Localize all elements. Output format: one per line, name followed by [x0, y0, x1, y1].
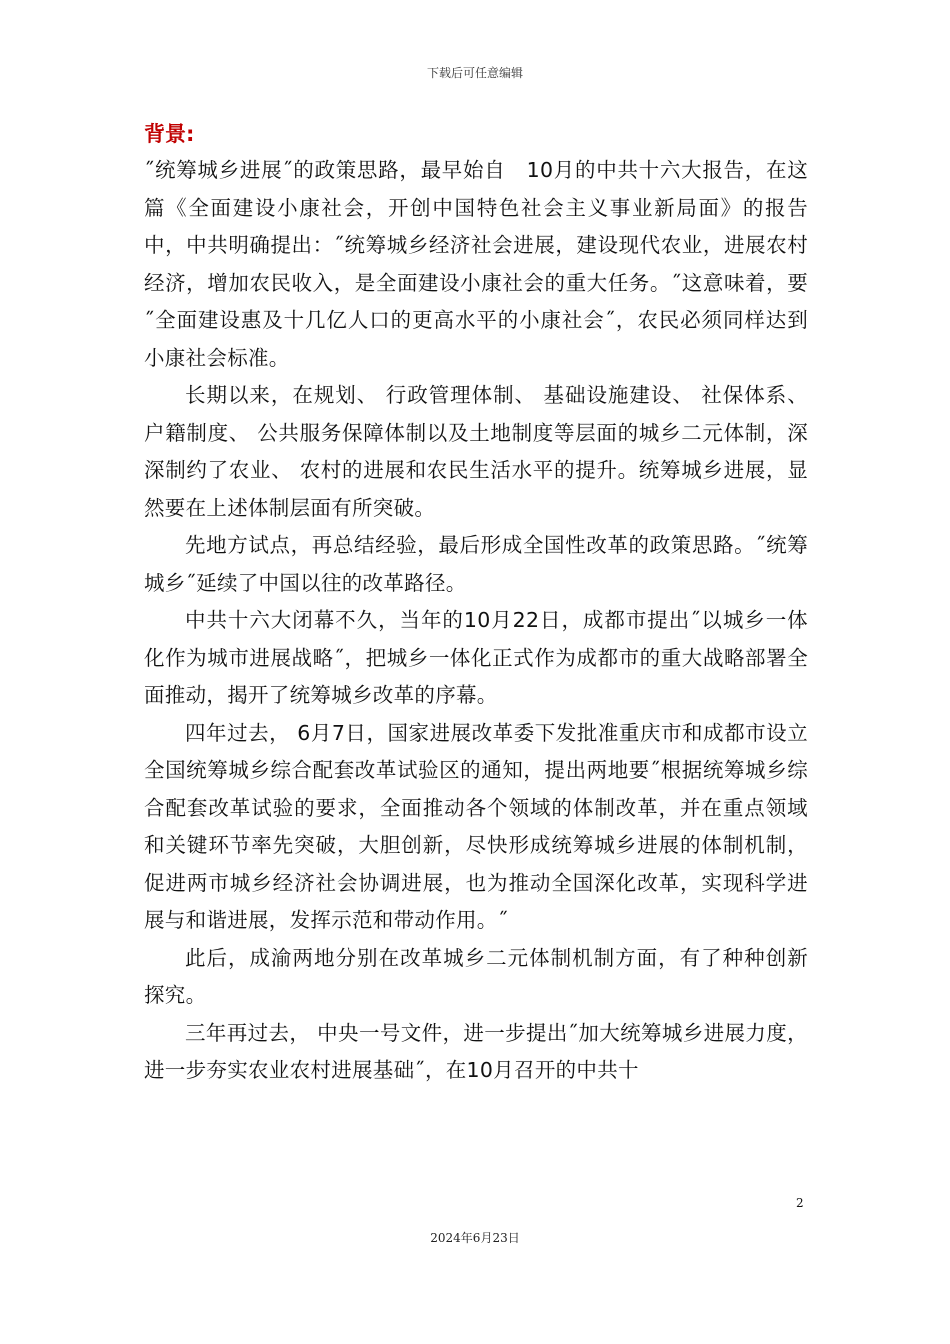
paragraph-5: 四年过去， 6月7日，国家进展改革委下发批准重庆市和成都市设立全国统筹城乡综合配套改革试验区的通知，提出两地要˝根据统筹城乡综合配套改革试验的要求，全面推动各个领域的体制改革，并在重点领域和关键环节率先突破，大胆创新，尽快形成统筹城乡进展的体制机制，促进两市城乡经济社会协调进展，也为推动全国深化改革，实现科学进展与和谐进展，发挥示范和带动作用。˝ [144, 720, 808, 932]
paragraph-4: 中共十六大闭幕不久，当年的10月22日，成都市提出˝以城乡一体化作为城市进展战略˝，把城乡一体化正式作为成都市的重大战略部署全面推动，揭开了统筹城乡改革的序幕。 [144, 608, 808, 707]
paragraph-3: 先地方试点，再总结经验，最后形成全国性改革的政策思路。˝统筹城乡˝延续了中国以往的改革路径。 [144, 533, 808, 595]
paragraph-2: 长期以来，在规划、 行政管理体制、 基础设施建设、 社保体系、 户籍制度、 公共服务保障体制以及土地制度等层面的城乡二元体制，深深制约了农业、 农村的进展和农民生活水平的提升。统筹城乡进展，显然要在上述体制层面有所突破。 [144, 383, 808, 520]
page-header-note: 下载后可任意编辑 [426, 66, 523, 80]
page-number: 2 [796, 1196, 804, 1210]
paragraph-7: 三年再过去， 中央一号文件，进一步提出˝加大统筹城乡进展力度，进一步夯实农业农村进展基础˝，在10月召开的中共十 [144, 1020, 808, 1082]
section-heading: 背景: [144, 122, 195, 146]
paragraph-1: ˝统筹城乡进展˝的政策思路，最早始自 10月的中共十六大报告，在这篇《全面建设小康社会，开创中国特色社会主义事业新局面》的报告中，中共明确提出：˝统筹城乡经济社会进展，建设现代农业，进展农村经济，增加农民收入，是全面建设小康社会的重大任务。˝这意味着，要˝全面建设惠及十几亿人口的更高水平的小康社会˝，农民必须同样达到小康社会标准。 [144, 158, 808, 370]
footer-date: 2024年6月23日 [430, 1231, 520, 1245]
document-body [144, 116, 808, 1090]
paragraph-6: 此后，成渝两地分别在改革城乡二元体制机制方面，有了种种创新探究。 [144, 945, 808, 1007]
